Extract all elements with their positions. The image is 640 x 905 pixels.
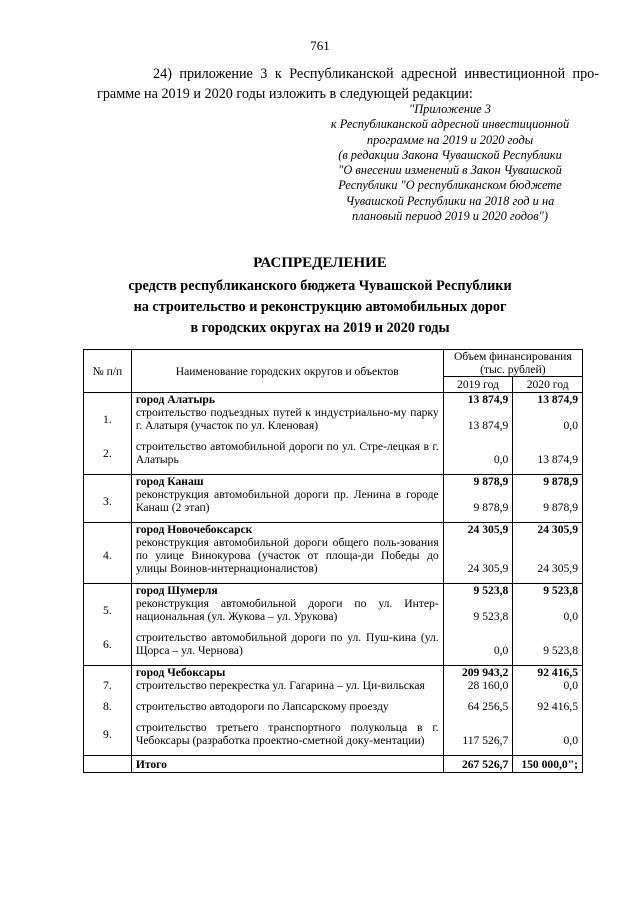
header-year-2020: 2020 год (513, 377, 583, 393)
city-row (84, 393, 583, 407)
city-total-2019: 9 878,9 (443, 475, 513, 489)
appendix-reference (300, 102, 600, 224)
city-row (84, 475, 583, 489)
value-2019: 13 874,9 (443, 406, 513, 432)
table-row (84, 597, 583, 623)
appendix-line: программе на 2019 и 2020 годы (366, 132, 534, 147)
value-2019: 9 878,9 (443, 488, 513, 514)
city-total-2019: 13 874,9 (443, 393, 513, 407)
row-number: 1. (84, 406, 132, 432)
row-number: 7. (84, 679, 132, 692)
header-funding: Объем финансирования (тыс. рублей) (443, 350, 582, 377)
row-number: 8. (84, 700, 132, 713)
appendix-line: "Приложение 3 (409, 102, 491, 116)
total-2019: 267 526,7 (443, 756, 513, 773)
table-row (84, 440, 583, 466)
header-name: Наименование городских округов и объектов (131, 350, 443, 393)
value-2020: 9 523,8 (513, 631, 583, 657)
city-total-2019: 209 943,2 (443, 666, 513, 680)
row-number: 3. (84, 488, 132, 514)
appendix-line: (в редакции Закона Чувашской Республики (338, 147, 562, 162)
row-number: 2. (84, 440, 132, 466)
value-2020: 0,0 (513, 406, 583, 432)
city-name: город Чебоксары (131, 666, 443, 680)
appendix-line: плановый период 2019 и 2020 годов") (352, 209, 548, 224)
document-title: РАСПРЕДЕЛЕНИЕ (253, 255, 387, 271)
city-name: город Алатырь (131, 393, 443, 407)
object-name: строительство третьего транспортного полукольца в г. Чебоксары (разработка проектно-сметной доку-ментации) (131, 721, 443, 747)
object-name: строительство перекрестка ул. Гагарина – ул. Ци-вильская (131, 679, 443, 692)
subtitle-line: средств республиканского бюджета Чувашской Республики (128, 278, 512, 294)
row-number: 4. (84, 536, 132, 575)
value-2020: 92 416,5 (513, 700, 583, 713)
total-2020: 150 000,0"; (513, 756, 583, 773)
table-row (84, 536, 583, 575)
city-total-2020: 24 305,9 (513, 523, 583, 537)
value-2019: 64 256,5 (443, 700, 513, 713)
intro-line-2: грамме на 2019 и 2020 годы изложить в следующей редакции: (97, 86, 473, 102)
city-total-2019: 9 523,8 (443, 584, 513, 598)
table-row (84, 700, 583, 713)
city-total-2019: 24 305,9 (443, 523, 513, 537)
object-name: реконструкция автомобильной дороги пр. Ленина в городе Канаш (2 этап) (131, 488, 443, 514)
funding-table (83, 349, 583, 773)
subtitle-line: в городских округах на 2019 и 2020 годы (190, 320, 450, 336)
object-name: строительство подъездных путей к индустриально-му парку г. Алатыря (участок по ул. Кленовая) (131, 406, 443, 432)
value-2019: 0,0 (443, 440, 513, 466)
value-2020: 0,0 (513, 679, 583, 692)
total-label: Итого (131, 756, 443, 773)
object-name: строительство автодороги по Лапсарскому проезду (131, 700, 443, 713)
total-row (84, 756, 583, 773)
intro-paragraph (97, 64, 599, 104)
city-total-2020: 92 416,5 (513, 666, 583, 680)
appendix-line: "О внесении изменений в Закон Чувашской (338, 163, 562, 178)
object-name: строительство автомобильной дороги по ул. Пуш-кина (ул. Щорса – ул. Чернова) (131, 631, 443, 657)
value-2019: 0,0 (443, 631, 513, 657)
appendix-line: к Республиканской адресной инвестиционной (330, 117, 570, 132)
row-number: 9. (84, 721, 132, 747)
city-row (84, 584, 583, 598)
appendix-line: Чувашской Республики на 2018 год и на (345, 193, 555, 208)
city-name: город Канаш (131, 475, 443, 489)
row-number: 6. (84, 631, 132, 657)
object-name: реконструкция автомобильной дороги общего поль-зования по улице Винокурова (участок от площа-ди Победы до улицы Воинов-интернационалистов) (131, 536, 443, 575)
table-row (84, 406, 583, 432)
value-2019: 9 523,8 (443, 597, 513, 623)
value-2020: 0,0 (513, 721, 583, 747)
city-total-2020: 9 523,8 (513, 584, 583, 598)
city-row (84, 666, 583, 680)
value-2020: 24 305,9 (513, 536, 583, 575)
intro-line-1: 24) приложение 3 к Республиканской адресной инвестиционной про- (153, 66, 599, 82)
value-2019: 24 305,9 (443, 536, 513, 575)
value-2020: 13 874,9 (513, 440, 583, 466)
value-2020: 9 878,9 (513, 488, 583, 514)
object-name: реконструкция автомобильной дороги по ул. Интер-национальная (ул. Жукова – ул. Урукова) (131, 597, 443, 623)
value-2019: 117 526,7 (443, 721, 513, 747)
city-total-2020: 9 878,9 (513, 475, 583, 489)
table-row (84, 721, 583, 747)
city-name: город Шумерля (131, 584, 443, 598)
table-row (84, 631, 583, 657)
page-number: 761 (310, 38, 330, 53)
city-total-2020: 13 874,9 (513, 393, 583, 407)
table-row (84, 679, 583, 692)
value-2020: 0,0 (513, 597, 583, 623)
header-number: № п/п (84, 350, 132, 393)
appendix-line: Республики "О республиканском бюджете (338, 178, 562, 193)
value-2019: 28 160,0 (443, 679, 513, 692)
subtitle-line: на строительство и реконструкцию автомобильных дорог (133, 299, 507, 315)
document-subtitle (0, 276, 640, 339)
city-row (84, 523, 583, 537)
city-name: город Новочебоксарск (131, 523, 443, 537)
table-row (84, 488, 583, 514)
object-name: строительство автомобильной дороги по ул. Стре-лецкая в г. Алатырь (131, 440, 443, 466)
header-year-2019: 2019 год (443, 377, 513, 393)
row-number: 5. (84, 597, 132, 623)
